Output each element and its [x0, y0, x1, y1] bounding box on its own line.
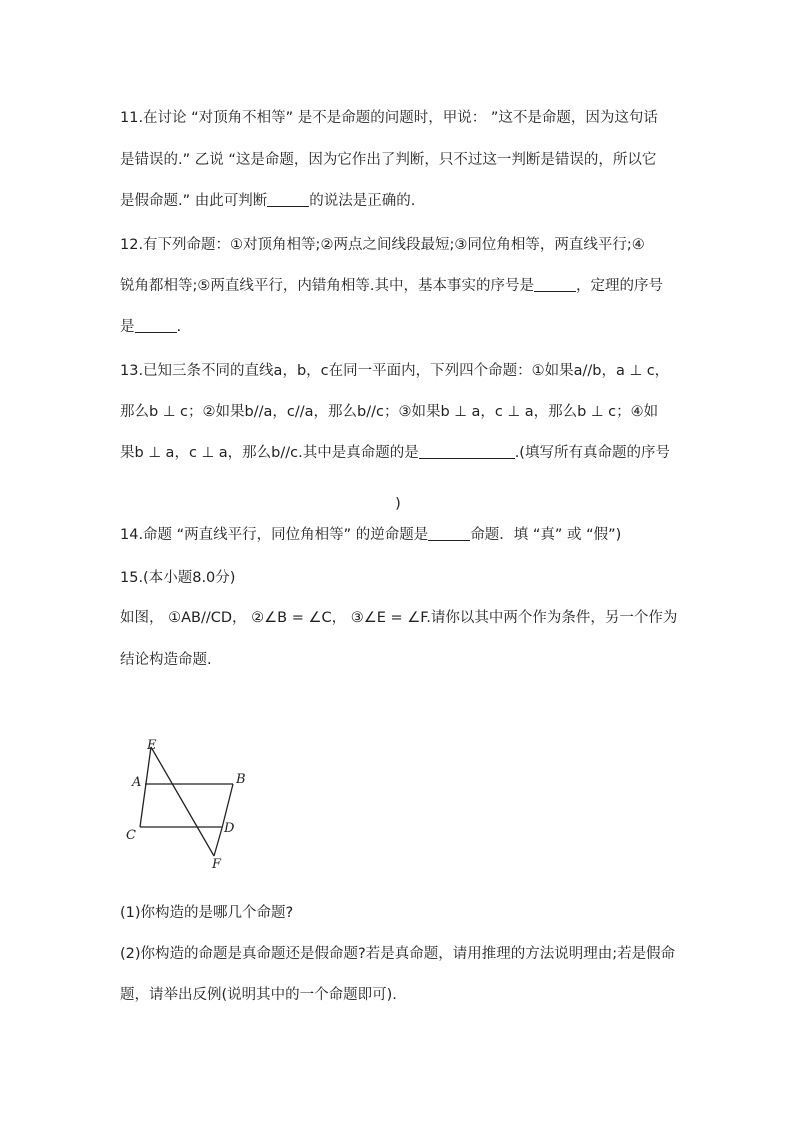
- label-f: F: [212, 857, 222, 872]
- q12-line-2-text-b: ，定理的序号: [576, 278, 663, 294]
- q12-answer-blank-1: [534, 277, 576, 292]
- q12-line-3-text-a: 是: [120, 319, 135, 335]
- q14-answer-blank: [428, 526, 470, 541]
- q13-answer-blank: [419, 444, 515, 459]
- q11-answer-blank: [267, 192, 309, 207]
- label-d: D: [224, 821, 235, 836]
- label-a: A: [132, 775, 142, 790]
- q12-answer-blank-2: [135, 318, 177, 333]
- q15-sub-2-line-1: (2)你构造的命题是真命题还是假命题?若是真命题，请用推理的方法说明理由;若是假命: [120, 946, 676, 962]
- q12-line-3: [120, 317, 690, 337]
- q15-sub-2-line-2: 题，请举出反例(说明其中的一个命题即可).: [120, 987, 397, 1003]
- segment-ea-c: [140, 747, 151, 827]
- q15-sub-1: (1)你构造的是哪几个命题?: [120, 905, 294, 921]
- label-c: C: [126, 828, 136, 843]
- q15-line-2: 结论构造命题.: [120, 652, 212, 668]
- q13-line-2: 那么b ⊥ c；②如果b//a，c//a，那么b//c；③如果b ⊥ a，c ⊥ a，那么b ⊥ c；④如: [120, 404, 659, 420]
- segment-ef: [151, 747, 214, 856]
- q14-line-1-text-b: 命题．填 “真” 或 “假”): [470, 527, 622, 543]
- q15-header: 15.(本小题8.0分): [120, 570, 236, 586]
- q11-line-3-text-a: 是假命题.” 由此可判断: [120, 193, 268, 209]
- q12-line-2: [120, 276, 690, 296]
- q11-line-3-text-b: 的说法是正确的.: [309, 193, 416, 209]
- q13-line-3-text-a: 果b ⊥ a，c ⊥ a，那么b//c.其中是真命题的是: [120, 445, 419, 461]
- geometry-figure: [118, 736, 258, 874]
- q12-line-3-text-b: .: [176, 319, 182, 335]
- q12-line-2-text-a: 锐角都相等;⑤两直线平行，内错角相等.其中，基本事实的序号是: [120, 278, 534, 294]
- geometry-figure-svg: [118, 736, 258, 874]
- label-e: E: [147, 738, 157, 753]
- q13-line-3: [120, 443, 690, 463]
- q11-line-1: 11.在讨论 “对顶角不相等” 是不是命题的问题时，甲说： ”这不是命题，因为这句话: [120, 110, 658, 126]
- q14-line-1: [120, 525, 690, 545]
- q11-line-3: [120, 191, 690, 211]
- segment-df: [214, 828, 222, 856]
- q15-line-1: 如图， ①AB//CD， ②∠B = ∠C， ③∠E = ∠F.请你以其中两个作为条件，另一个作为: [120, 610, 678, 626]
- q13-line-3-text-b: .(填写所有真命题的序号: [514, 445, 670, 461]
- label-b: B: [236, 772, 246, 787]
- q13-line-1: 13.已知三条不同的直线a，b，c在同一平面内，下列四个命题：①如果a//b，a ⊥ c，: [120, 363, 670, 379]
- q14-line-1-text-a: 14.命题 “两直线平行，同位角相等” 的逆命题是: [120, 527, 429, 543]
- q12-line-1: 12.有下列命题：①对顶角相等;②两点之间线段最短;③同位角相等，两直线平行;④: [120, 237, 645, 253]
- q13-line-4: ): [395, 496, 401, 512]
- q11-line-2: 是错误的.” 乙说 “这是命题，因为它作出了判断，只不过这一判断是错误的，所以它: [120, 152, 657, 168]
